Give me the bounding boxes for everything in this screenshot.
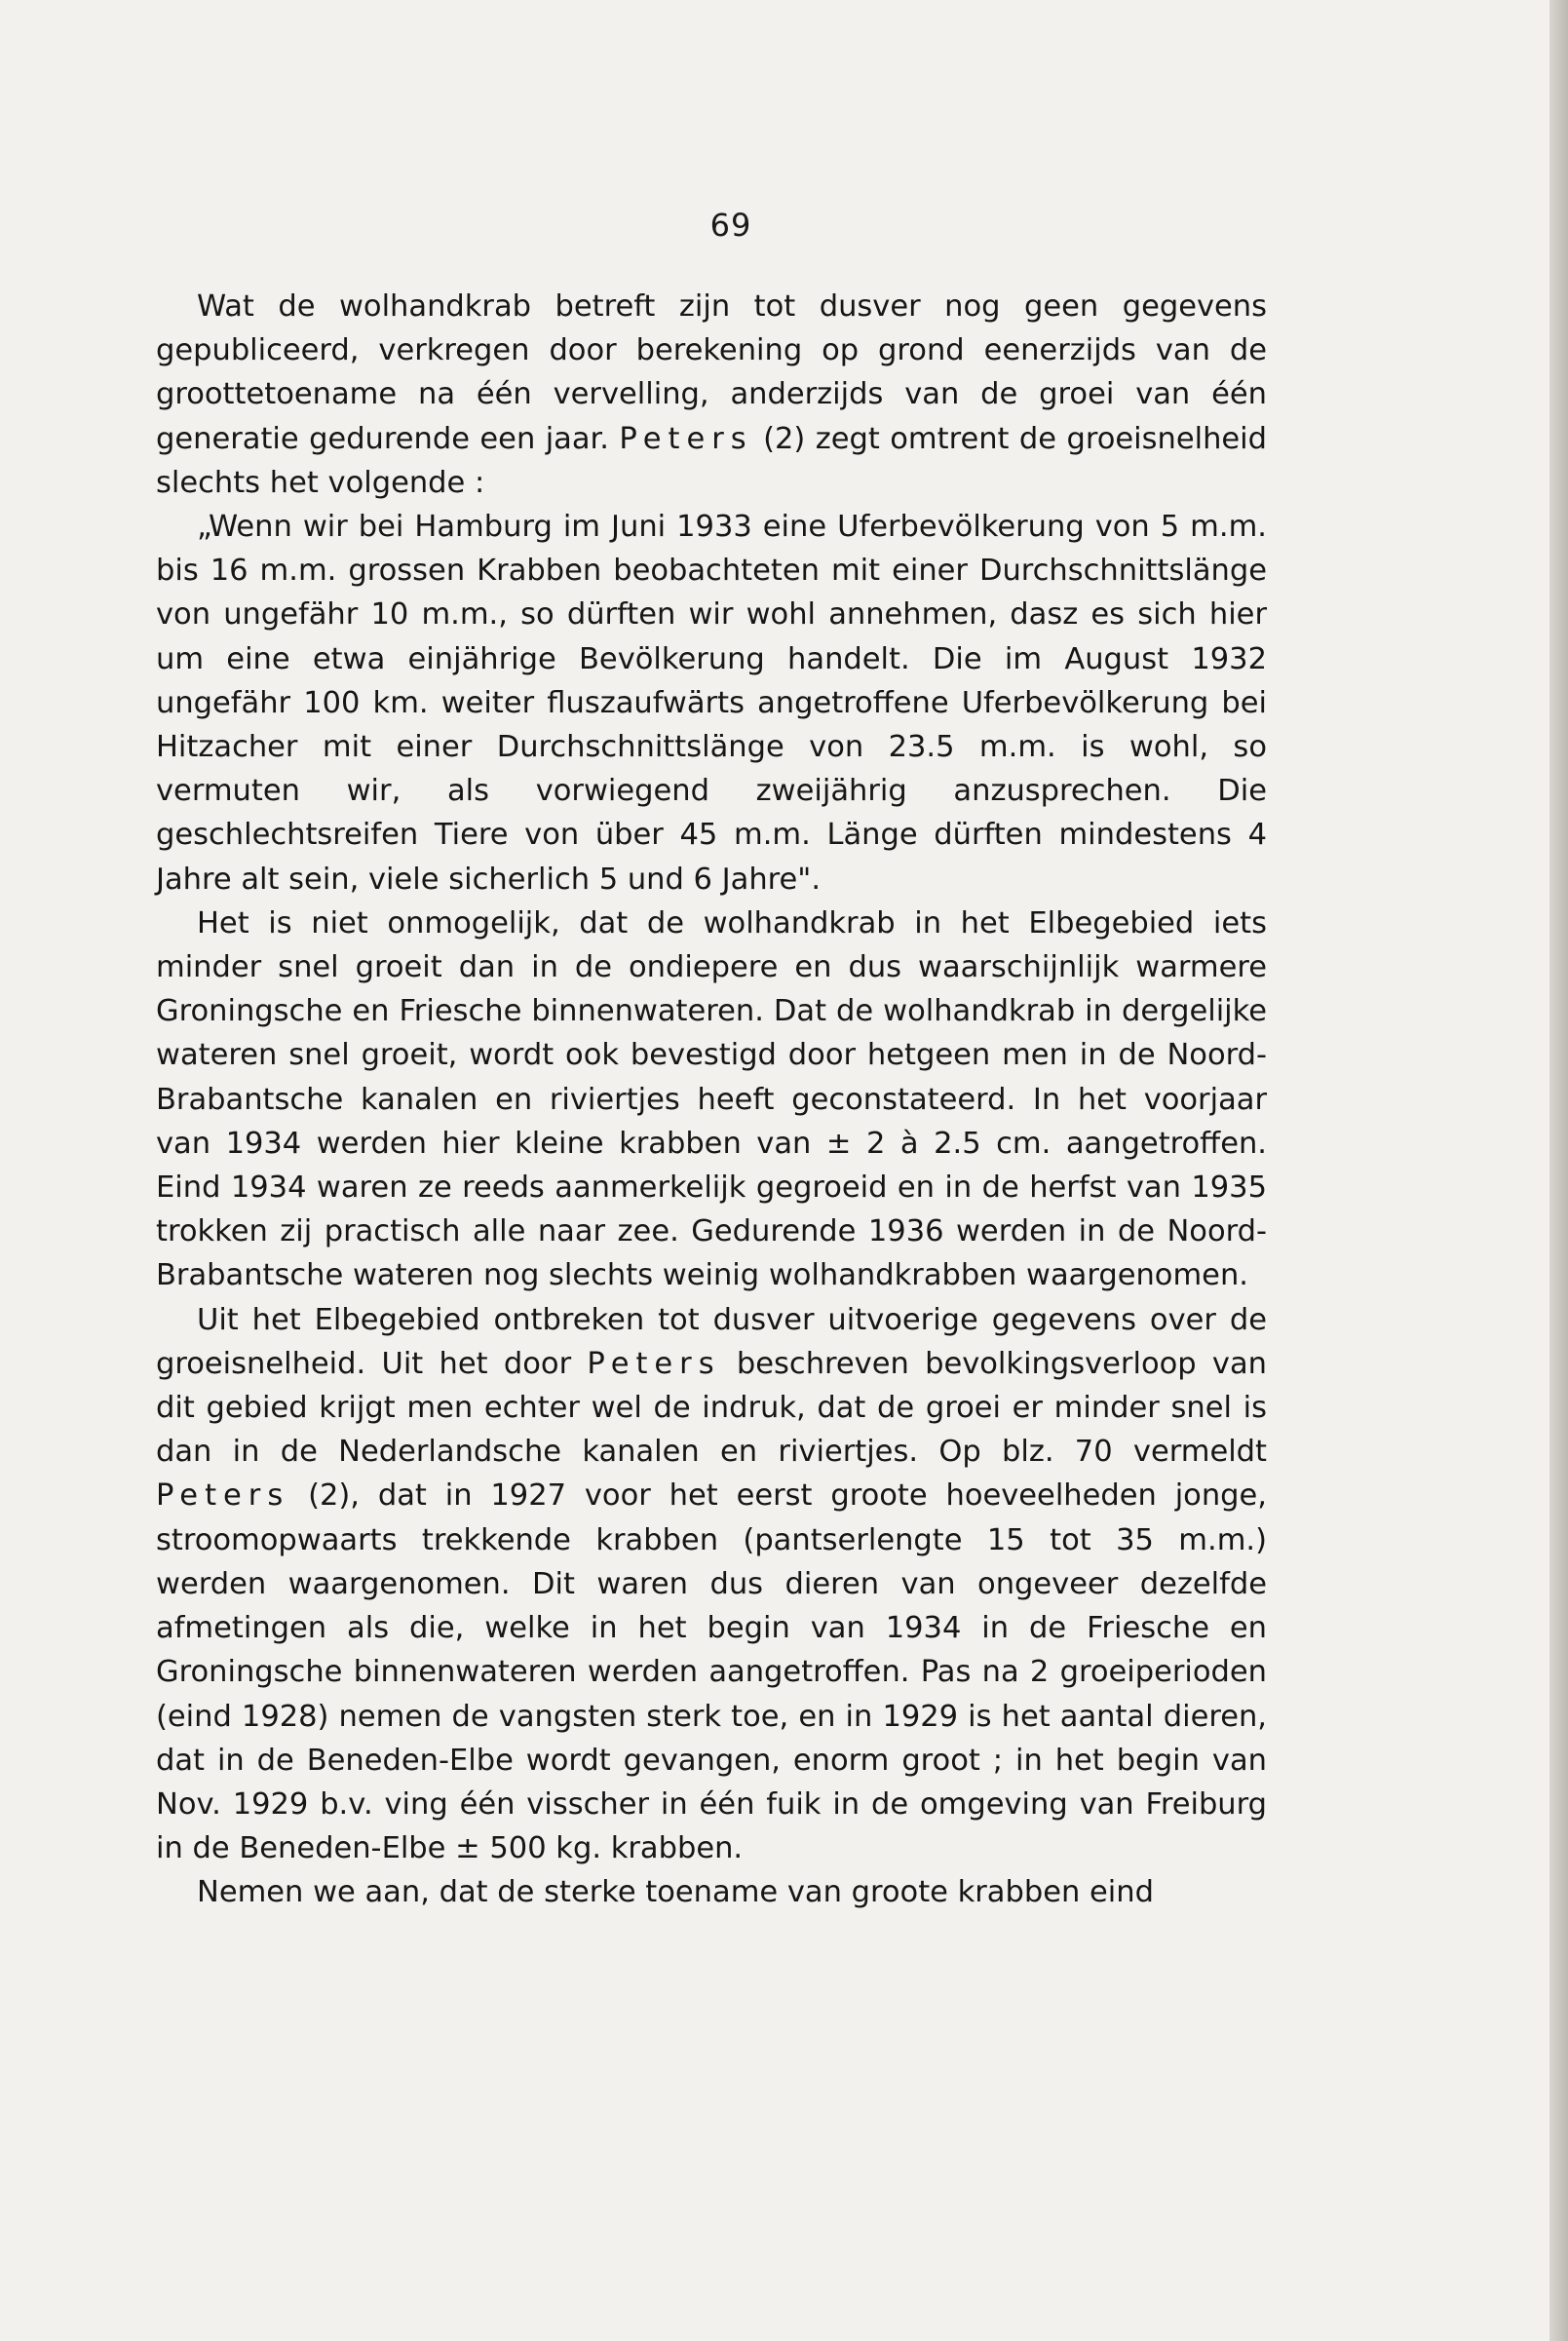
paragraph [156,1870,1267,1914]
page-number: 69 [709,207,752,244]
author-name: Peters [587,1346,721,1381]
text-run: Uit het Elbegebied ontbreken tot dusver uitvoerige gegevens over de groeisnelheid. Uit het door [156,1302,1267,1381]
text-run: Het is niet onmogelijk, dat de wolhandkrab in het Elbegebied iets minder snel groeit dan in de ondiepere en dus waarschijnlijk warmere Groningsche en Friesche binnenwateren. Dat de wolhandkrab in dergelijke wateren snel groeit, wordt ook bevestigd door hetgeen men in de Noord-Brabantsche kanalen en riviertjes heeft geconstateerd. In het voorjaar van 1934 werden hier kleine krabben van ± 2 à 2.5 cm. aangetroffen. Eind 1934 waren ze reeds aanmerkelijk gegroeid en in de herfst van 1935 trokken zij practisch alle naar zee. Gedurende 1936 werden in de Noord-Brabantsche wateren nog slechts weinig wolhandkrabben waargenomen. [156,905,1267,1293]
quotation-paragraph [156,505,1267,902]
body-text [156,285,1267,1915]
text-run: (2) zegt omtrent de groeisnelheid slechts het volgende : [156,421,1267,500]
text-run: (2), dat in 1927 voor het eerst groote hoeveelheden jonge, stroomopwaarts trekkende krabben (pantserlengte 15 tot 35 m.m.) werden waargenomen. Dit waren dus dieren van ongeveer dezelfde afmetingen als die, welke in het begin van 1934 in de Friesche en Groningsche binnenwateren werden aangetroffen. Pas na 2 groeiperioden (eind 1928) nemen de vangsten sterk toe, en in 1929 is het aantal dieren, dat in de Beneden-Elbe wordt gevangen, enorm groot ; in het begin van Nov. 1929 b.v. ving één visscher in één fuik in de omgeving van Freiburg in de Beneden-Elbe ± 500 kg. krabben. [156,1478,1267,1866]
paragraph [156,1298,1267,1871]
page-edge [1549,0,1568,2341]
text-run: Wat de wolhandkrab betreft zijn tot dusver nog geen gegevens gepubliceerd, verkregen door berekening op grond eenerzijds van de groottetoename na één vervelling, anderzijds van de groei van één generatie gedurende een jaar. [156,289,1267,456]
text-run: beschreven bevolkingsverloop van dit gebied krijgt men echter wel de indruk, dat de groei er minder snel is dan in de Nederlandsche kanalen en riviertjes. Op blz. 70 vermeldt [156,1346,1267,1470]
text-run: „Wenn wir bei Hamburg im Juni 1933 eine Uferbevölkerung von 5 m.m. bis 16 m.m. grossen Krabben beobachteten mit einer Durchschnittslänge von ungefähr 10 m.m., so dürften wir wohl annehmen, dasz es sich hier um eine etwa einjährige Bevölkerung handelt. Die im August 1932 ungefähr 100 km. weiter fluszaufwärts angetroffene Uferbevölkerung bei Hitzacher mit einer Durchschnittslänge von 23.5 m.m. is wohl, so vermuten wir, als vorwiegend zweijährig anzusprechen. Die geschlechtsreifen Tiere von über 45 m.m. Länge dürften mindestens 4 Jahre alt sein, viele sicherlich 5 und 6 Jahre". [156,510,1267,897]
author-name: Peters [156,1478,290,1514]
paragraph [156,902,1267,1298]
text-run: Nemen we aan, dat de sterke toename van groote krabben eind [197,1875,1154,1910]
author-name: Peters [619,421,753,456]
paragraph [156,285,1267,505]
